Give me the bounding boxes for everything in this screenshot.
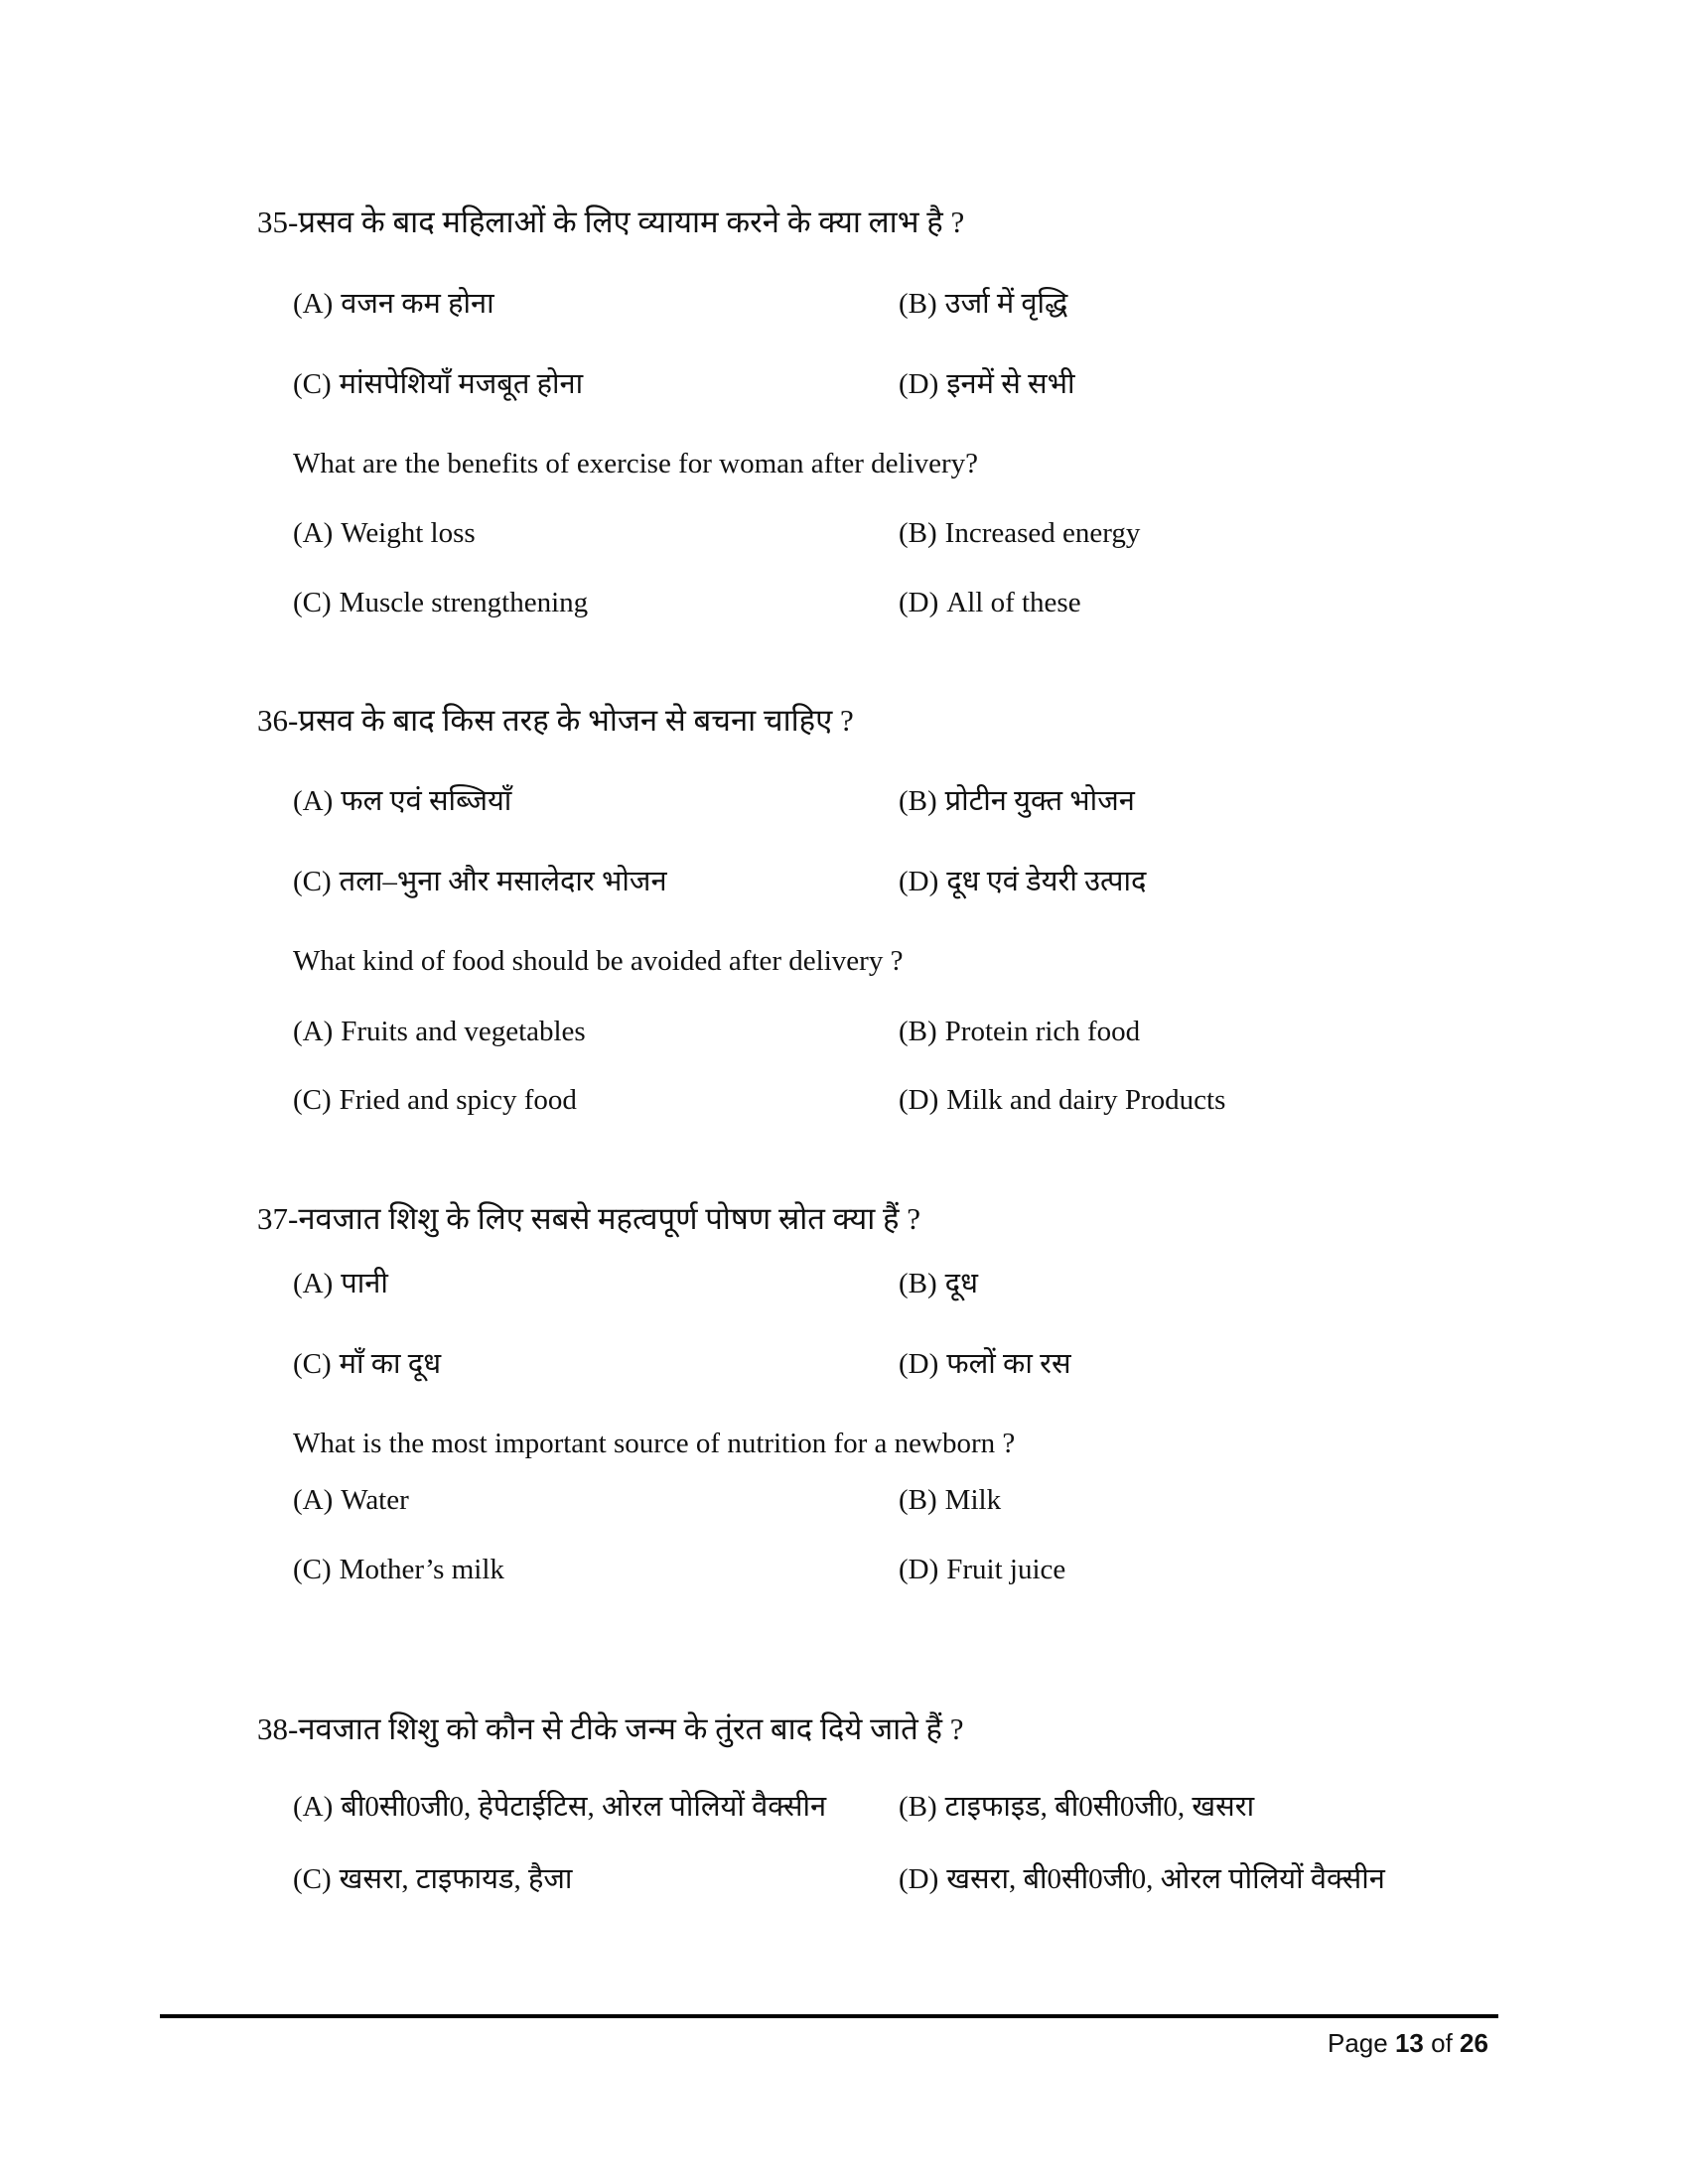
option-hindi-b [899,290,1067,319]
option-english-b [899,519,1140,548]
option-text: माँ का दूध [339,1348,442,1380]
option-label: (A) [293,1268,334,1299]
option-hindi-b [899,1793,1254,1822]
option-label: (C) [293,587,332,618]
option-label: (A) [293,1484,334,1516]
option-text: Mother’s milk [339,1554,504,1585]
page-prefix: Page [1328,2028,1388,2058]
option-text: दूध [944,1268,978,1299]
option-hindi-a [293,1793,826,1822]
option-text: फलों का रस [946,1348,1071,1380]
question-text-hindi: नवजात शिशु के लिए सबसे महत्वपूर्ण पोषण स्रोत क्या हैं ? [298,1201,920,1236]
option-text: प्रोटीन युक्त भोजन [944,785,1135,817]
question-hindi [257,206,964,237]
option-text: Fruits and vegetables [341,1016,586,1047]
option-label: (D) [899,368,939,400]
question-hindi [257,1203,920,1234]
option-label: (D) [899,1084,939,1116]
option-text: टाइफाइड, बी0सी0जी0, खसरा [944,1791,1255,1823]
option-text: Fried and spicy food [339,1084,577,1116]
option-label: (A) [293,785,334,817]
option-label: (A) [293,1791,334,1823]
option-text: खसरा, टाइफायड, हैजा [339,1863,573,1895]
footer-divider [160,2014,1498,2018]
option-text: Muscle strengthening [339,587,589,618]
option-hindi-d [899,1865,1385,1894]
option-text: बी0सी0जी0, हेपेटाईटिस, ओरल पोलियों वैक्सीन [341,1791,827,1823]
page-total: 26 [1460,2028,1488,2058]
question-number: 37- [257,1201,299,1236]
option-hindi-d [899,868,1146,896]
option-english-c [293,589,588,617]
option-label: (B) [899,517,937,549]
option-english-b [899,1018,1140,1046]
question-text-hindi: नवजात शिशु को कौन से टीके जन्म के तुंरत बाद दिये जाते हैं ? [298,1711,964,1746]
option-label: (A) [293,517,334,549]
option-text: उर्जा में वृद्धि [944,288,1068,320]
question-text-hindi: प्रसव के बाद महिलाओं के लिए व्यायाम करने के क्या लाभ है ? [298,205,965,239]
option-label: (B) [899,1268,937,1299]
option-text: Milk [944,1484,1002,1516]
option-hindi-c [293,868,667,896]
option-text: पानी [341,1268,388,1299]
option-hindi-c [293,1350,441,1379]
option-text: Fruit juice [946,1554,1066,1585]
question-number: 38- [257,1711,299,1746]
option-label: (B) [899,1484,937,1516]
option-label: (C) [293,1554,332,1585]
option-text: मांसपेशियाँ मजबूत होना [339,368,584,400]
option-text: वजन कम होना [341,288,494,320]
option-label: (C) [293,1348,332,1380]
page-current: 13 [1394,2028,1424,2058]
option-english-c [293,1086,577,1115]
option-text: इनमें से सभी [946,368,1075,400]
option-text: तला–भुना और मसालेदार भोजन [339,866,667,897]
option-text: दूध एवं डेयरी उत्पाद [946,866,1147,897]
option-label: (C) [293,1084,332,1116]
option-hindi-b [899,1270,978,1298]
option-label: (D) [899,866,939,897]
option-label: (B) [899,1016,937,1047]
option-hindi-b [899,787,1135,816]
option-text: Protein rich food [944,1016,1141,1047]
option-text: Water [341,1484,409,1516]
question-hindi [257,705,854,736]
page-number [1328,2028,1488,2059]
question-text-english: What are the benefits of exercise for woman after delivery? [293,448,979,479]
option-label: (C) [293,866,332,897]
option-english-d [899,1556,1065,1584]
option-hindi-a [293,290,494,319]
option-english-a [293,1486,409,1515]
option-english-d [899,1086,1225,1115]
page-of: of [1431,2028,1453,2058]
option-label: (B) [899,288,937,320]
option-hindi-a [293,1270,388,1298]
option-label: (C) [293,368,332,400]
option-english-a [293,519,476,548]
option-english-b [899,1486,1001,1515]
option-hindi-a [293,787,511,816]
option-text: All of these [946,587,1081,618]
option-label: (C) [293,1863,332,1895]
option-hindi-d [899,1350,1071,1379]
question-hindi [257,1713,964,1744]
option-text: फल एवं सब्जियाँ [341,785,512,817]
option-english-a [293,1018,586,1046]
option-label: (D) [899,1554,939,1585]
question-text-hindi: प्रसव के बाद किस तरह के भोजन से बचना चाहिए ? [298,703,854,738]
option-label: (B) [899,785,937,817]
question-number: 36- [257,703,299,738]
option-hindi-c [293,370,583,399]
option-english-d [899,589,1081,617]
option-label: (D) [899,1863,939,1895]
option-label: (A) [293,288,334,320]
option-text: खसरा, बी0सी0जी0, ओरल पोलियों वैक्सीन [946,1863,1385,1895]
option-label: (D) [899,587,939,618]
question-number: 35- [257,205,299,239]
option-hindi-c [293,1865,572,1894]
option-text: Weight loss [341,517,476,549]
option-label: (B) [899,1791,937,1823]
option-hindi-d [899,370,1075,399]
question-text-english: What is the most important source of nutrition for a newborn ? [293,1428,1016,1459]
question-text-english: What kind of food should be avoided after delivery ? [293,945,904,977]
option-text: Milk and dairy Products [946,1084,1226,1116]
option-label: (D) [899,1348,939,1380]
option-label: (A) [293,1016,334,1047]
option-text: Increased energy [944,517,1141,549]
option-english-c [293,1556,504,1584]
